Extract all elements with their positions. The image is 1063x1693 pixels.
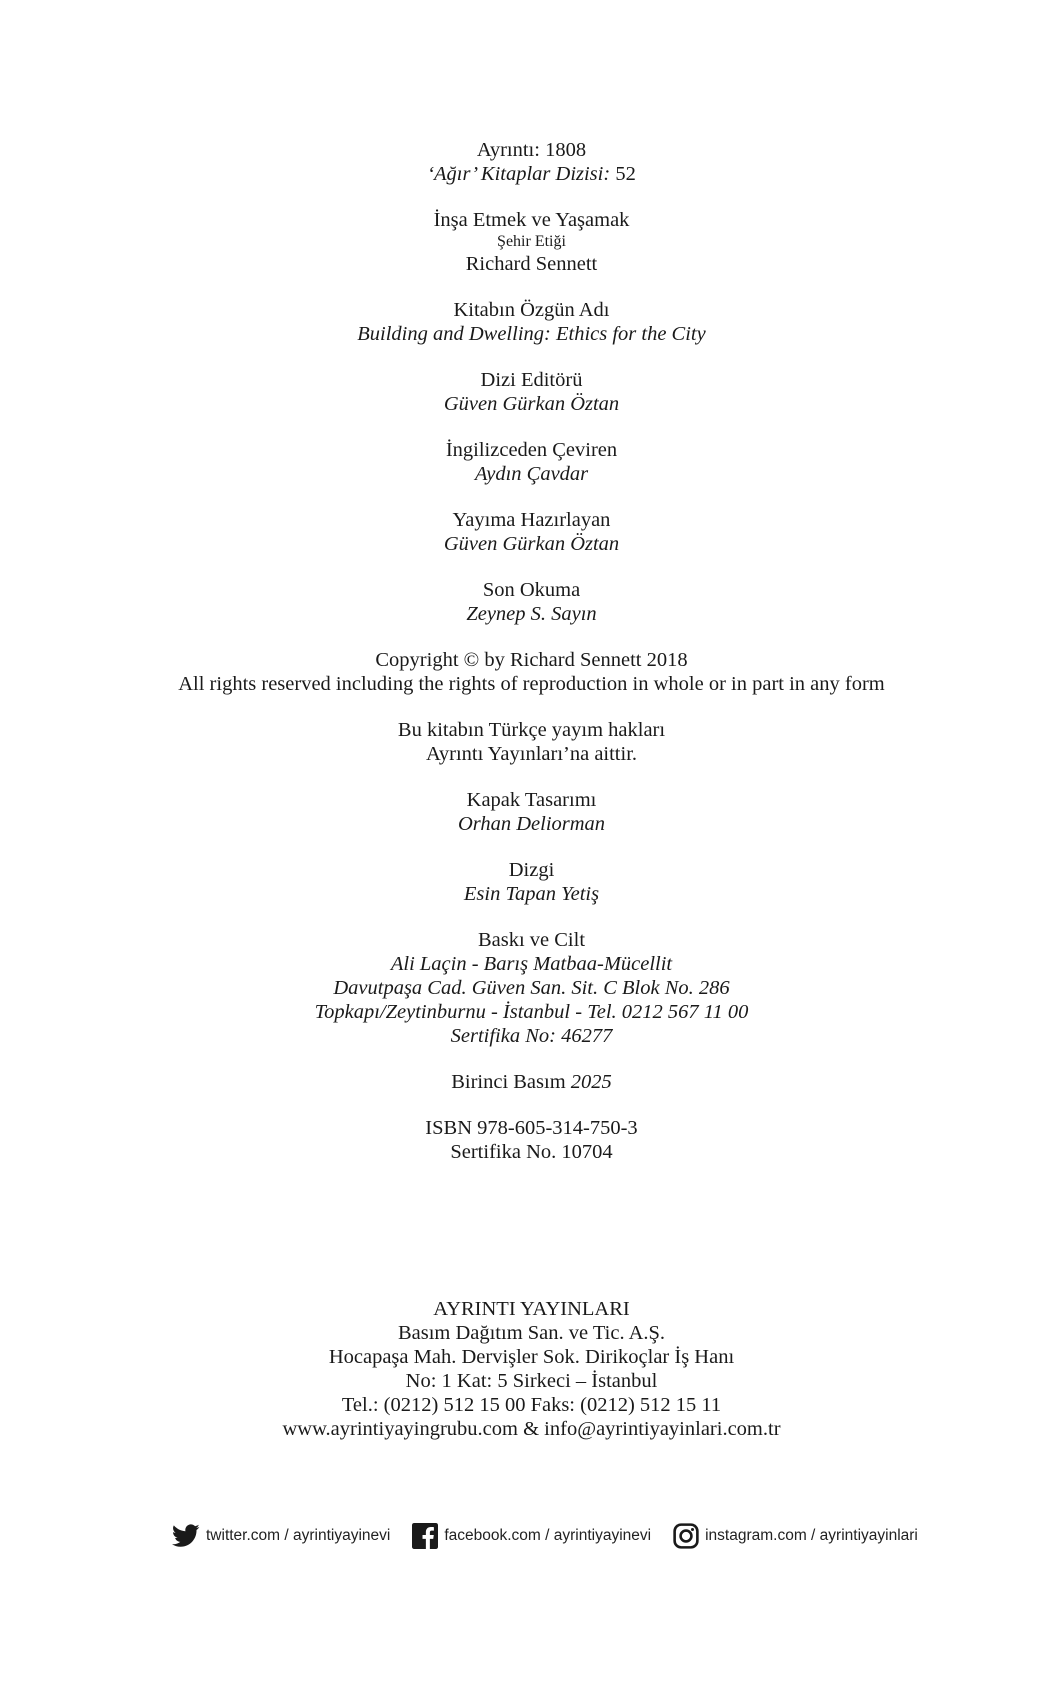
credits-column [0,138,1063,1186]
instagram-icon [673,1523,699,1549]
edition-block [0,1070,1063,1094]
cover-design-value: Orhan Deliorman [457,813,606,835]
original-title-label: Kitabın Özgün Adı [453,299,610,321]
publisher-line-4: Tel.: (0212) 512 15 00 Faks: (0212) 512 15 11 [341,1394,722,1416]
series-number: Ayrıntı: 1808 [476,139,587,161]
series-dizi-label: ‘Ağır’ Kitaplar Dizisi: [427,163,611,185]
printing-block [0,928,1063,1048]
cover-design-block [0,788,1063,836]
typesetting-value: Esin Tapan Yetiş [463,883,600,905]
printing-line-4: Sertifika No: 46277 [450,1025,613,1047]
copyright-block [0,648,1063,696]
isbn-block [0,1116,1063,1164]
series-dizi-number: 52 [615,163,636,185]
printing-line-1: Ali Laçin - Barış Matbaa-Mücellit [390,953,673,975]
series-editor-label: Dizi Editörü [480,369,583,391]
prepared-by-value: Güven Gürkan Öztan [443,533,620,555]
instagram-link[interactable] [673,1523,918,1549]
publisher-website[interactable]: www.ayrintiyayingrubu.com & info@ayrintiyayinlari.com.tr [282,1418,781,1440]
printing-label: Baskı ve Cilt [477,929,586,951]
typesetting-label: Dizgi [508,859,555,881]
book-block [0,208,1063,276]
copyright-line-1: Copyright © by Richard Sennett 2018 [375,649,688,671]
twitter-handle: twitter.com / ayrintiyayinevi [206,1527,391,1544]
prepared-by-block [0,508,1063,556]
twitter-icon [172,1524,200,1548]
series-editor-value: Güven Gürkan Öztan [443,393,620,415]
book-title: İnşa Etmek ve Yaşamak [433,209,630,231]
publisher-line-2: Hocapaşa Mah. Dervişler Sok. Dirikoçlar İş Hanı [328,1346,735,1368]
translator-value: Aydın Çavdar [474,463,589,485]
edition-line [0,1070,1063,1094]
certificate-line: Sertifika No. 10704 [450,1141,613,1163]
book-author: Richard Sennett [465,253,598,275]
book-subtitle: Şehir Etiği [497,233,566,250]
publisher-line-3: No: 1 Kat: 5 Sirkeci – İstanbul [405,1370,658,1392]
publisher-block [0,1297,1063,1441]
printing-line-3: Topkapı/Zeytinburnu - İstanbul - Tel. 0212 567 11 00 [314,1001,749,1023]
instagram-handle: instagram.com / ayrintiyayinlari [705,1527,918,1544]
facebook-link[interactable] [412,1523,651,1549]
proofreading-label: Son Okuma [482,579,581,601]
prepared-by-label: Yayıma Hazırlayan [452,509,611,531]
edition-label: Birinci Basım [451,1071,566,1093]
proofreading-value: Zeynep S. Sayın [466,603,597,625]
publisher-line-1: Basım Dağıtım San. ve Tic. A.Ş. [397,1322,666,1344]
series-dizi [0,162,1063,186]
rights-line-2: Ayrıntı Yayınları’na aittir. [425,743,638,765]
translator-block [0,438,1063,486]
copyright-line-2: All rights reserved including the rights of reproduction in whole or in part in any form [178,673,885,695]
publisher-name: AYRINTI YAYINLARI [433,1298,630,1320]
cover-design-label: Kapak Tasarımı [466,789,597,811]
proofreading-block [0,578,1063,626]
printing-line-2: Davutpaşa Cad. Güven San. Sit. C Blok No. 286 [333,977,730,999]
facebook-icon [412,1523,438,1549]
original-title-value: Building and Dwelling: Ethics for the City [357,323,706,345]
rights-line-1: Bu kitabın Türkçe yayım hakları [397,719,666,741]
social-links [172,1521,940,1551]
rights-block [0,718,1063,766]
facebook-handle: facebook.com / ayrintiyayinevi [444,1527,652,1544]
edition-year: 2025 [570,1071,612,1093]
original-title-block [0,298,1063,346]
typesetting-block [0,858,1063,906]
series-editor-block [0,368,1063,416]
isbn-line: ISBN 978-605-314-750-3 [425,1117,638,1139]
translator-label: İngilizceden Çeviren [445,439,618,461]
series-block [0,138,1063,186]
twitter-link[interactable] [172,1524,390,1548]
